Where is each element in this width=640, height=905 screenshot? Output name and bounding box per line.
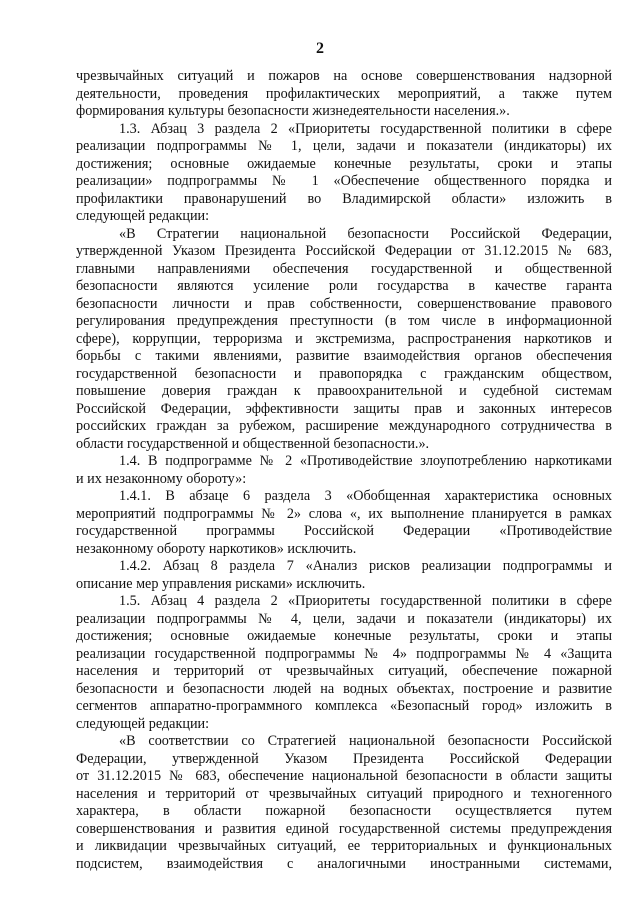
text-line: повышение доверия граждан к правоохранительной и судебной системам bbox=[76, 383, 612, 399]
text-line: характера, в области пожарной безопасности осуществляется путем bbox=[76, 803, 612, 819]
text-line: населения и территорий от чрезвычайных ситуаций природного и техногенного bbox=[76, 785, 612, 802]
text-line: безопасности и безопасности людей на водных объектах, построение и развитие bbox=[76, 680, 612, 697]
text-line: российских граждан за рубежом, расширение международного сотрудничества в bbox=[76, 418, 612, 434]
text-line: незаконному обороту наркотиков» исключить. bbox=[76, 540, 357, 557]
text-line: следующей редакции: bbox=[76, 208, 210, 224]
text-line: 1.4.1. В абзаце 6 раздела 3 «Обобщенная характеристика основных bbox=[119, 488, 612, 504]
text-line: мероприятий подпрограммы № 2» слова «, их выполнение планируется в рамках bbox=[76, 505, 612, 522]
text-line: «В соответствии со Стратегией национальной безопасности Российской bbox=[119, 733, 612, 749]
text-line: 1.4.2. Абзац 8 раздела 7 «Анализ рисков реализации подпрограммы и bbox=[119, 558, 612, 574]
text-line: реализации подпрограммы № 4, цели, задачи и показатели (индикаторы) их bbox=[76, 610, 612, 627]
document-body bbox=[76, 68, 612, 873]
text-line: Федерации, утвержденной Указом Президента Российской Федерации bbox=[76, 750, 612, 767]
text-line: достижения; основные ожидаемые конечные результаты, сроки и этапы bbox=[76, 628, 612, 644]
text-line: регулирования предупреждения преступности (в том числе в информационной bbox=[76, 313, 612, 329]
text-line: главными направлениями обеспечения государственной и общественной bbox=[76, 260, 612, 277]
text-line: сфере), коррупции, терроризма и экстремизма, распространения наркотиков и bbox=[76, 330, 612, 347]
text-line: от 31.12.2015 № 683, обеспечение национальной безопасности в области защиты bbox=[76, 768, 612, 784]
page-number: 2 bbox=[316, 40, 324, 57]
text-line: «В Стратегии национальной безопасности Российской Федерации, bbox=[119, 225, 612, 242]
text-line: достижения; основные ожидаемые конечные результаты, сроки и этапы bbox=[76, 155, 612, 172]
text-line: безопасности являются усиление роли государства в качестве гаранта bbox=[76, 278, 612, 294]
text-line: Российской Федерации, эффективности защиты прав и законных интересов bbox=[76, 400, 612, 417]
text-line: безопасности личности и прав собственности, совершенствование правового bbox=[76, 295, 612, 312]
text-line: борьбы с такими явлениями, развитие взаимодействия органов обеспечения bbox=[76, 348, 612, 364]
text-line: и их незаконному обороту»: bbox=[76, 470, 247, 487]
text-line: утвержденной Указом Президента Российской Федерации от 31.12.2015 № 683, bbox=[76, 243, 612, 259]
text-line: сегментов аппаратно-программного комплекса «Безопасный город» изложить в bbox=[76, 698, 612, 714]
text-line: государственной безопасности и правопорядка с гражданским обществом, bbox=[76, 365, 612, 382]
text-line: 1.5. Абзац 4 раздела 2 «Приоритеты государственной политики в сфере bbox=[119, 593, 612, 609]
text-line: государственной программы Российской Федерации «Противодействие bbox=[76, 523, 612, 539]
text-line: деятельности, проведения профилактических мероприятий, а также путем bbox=[76, 85, 612, 102]
text-line: чрезвычайных ситуаций и пожаров на основе совершенствования надзорной bbox=[76, 68, 612, 84]
text-line: и ликвидации чрезвычайных ситуаций, ее территориальных и функциональных bbox=[76, 838, 612, 854]
text-line: совершенствования и развития единой государственной системы предупреждения bbox=[76, 820, 612, 837]
text-line: реализации подпрограммы № 1, цели, задачи и показатели (индикаторы) их bbox=[76, 138, 612, 154]
text-line: описание мер управления рисками» исключить. bbox=[76, 575, 366, 592]
text-line: профилактики правонарушений во Владимирской области» изложить в bbox=[76, 190, 612, 207]
text-line: следующей редакции: bbox=[76, 715, 210, 732]
text-line: 1.3. Абзац 3 раздела 2 «Приоритеты государственной политики в сфере bbox=[119, 120, 612, 137]
text-line: области государственной и общественной безопасности.». bbox=[76, 435, 430, 452]
text-line: 1.4. В подпрограмме № 2 «Противодействие злоупотреблению наркотиками bbox=[119, 453, 612, 469]
text-line: реализации государственной подпрограммы № 4» подпрограммы № 4 «Защита bbox=[76, 645, 612, 662]
text-line: реализации» подпрограммы № 1 «Обеспечение общественного порядка и bbox=[76, 173, 612, 189]
text-line: населения и территорий от чрезвычайных ситуаций, обеспечение пожарной bbox=[76, 663, 612, 679]
text-line: подсистем, взаимодействия с аналогичными иностранными системами, bbox=[76, 855, 612, 872]
text-line: формирования культуры безопасности жизнедеятельности населения.». bbox=[76, 103, 510, 119]
